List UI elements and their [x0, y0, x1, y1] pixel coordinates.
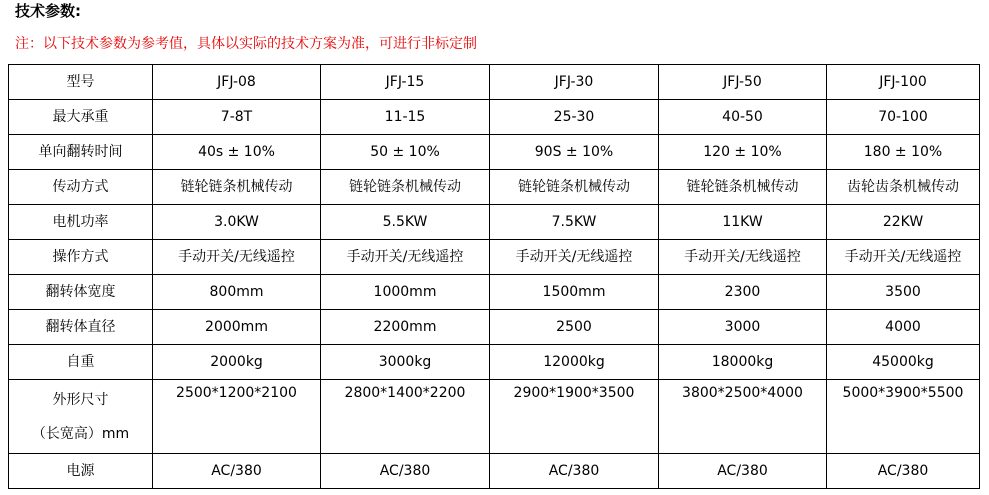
table-cell: AC/380	[490, 454, 659, 489]
row-label: 传动方式	[9, 170, 153, 205]
table-cell: 1000mm	[321, 275, 490, 310]
row-label: 电机功率	[9, 205, 153, 240]
table-cell: 7.5KW	[490, 205, 659, 240]
row-label	[9, 380, 153, 454]
table-cell: JFJ-50	[659, 65, 827, 100]
table-cell: 链轮链条机械传动	[153, 170, 321, 205]
table-cell: 5.5KW	[321, 205, 490, 240]
row-label: 操作方式	[9, 240, 153, 275]
table-cell: 1500mm	[490, 275, 659, 310]
row-transmission	[9, 170, 980, 205]
table-cell: 4000	[827, 310, 980, 345]
table-cell: 2000kg	[153, 345, 321, 380]
table-cell: 7-8T	[153, 100, 321, 135]
table-cell: JFJ-08	[153, 65, 321, 100]
table-cell: AC/380	[659, 454, 827, 489]
row-label: 电源	[9, 454, 153, 489]
table-cell: 3500	[827, 275, 980, 310]
table-cell: 45000kg	[827, 345, 980, 380]
table-cell: 90S ± 10%	[490, 135, 659, 170]
table-cell: 11-15	[321, 100, 490, 135]
table-cell: 2800*1400*2200	[321, 380, 490, 454]
table-cell: 3000kg	[321, 345, 490, 380]
table-cell: 齿轮齿条机械传动	[827, 170, 980, 205]
table-cell: 120 ± 10%	[659, 135, 827, 170]
disclaimer-note: 注：以下技术参数为参考值，具体以实际的技术方案为准，可进行非标定制	[15, 36, 477, 52]
table-cell: 2000mm	[153, 310, 321, 345]
row-flip-width	[9, 275, 980, 310]
table-cell: 2500	[490, 310, 659, 345]
table-cell: 手动开关/无线遥控	[490, 240, 659, 275]
table-cell: 2900*1900*3500	[490, 380, 659, 454]
table-cell: 3.0KW	[153, 205, 321, 240]
row-label: 自重	[9, 345, 153, 380]
table-cell: 18000kg	[659, 345, 827, 380]
table-cell: 180 ± 10%	[827, 135, 980, 170]
table-cell: 70-100	[827, 100, 980, 135]
table-cell: 2200mm	[321, 310, 490, 345]
table-cell: AC/380	[321, 454, 490, 489]
table-cell: 22KW	[827, 205, 980, 240]
row-flip-diameter	[9, 310, 980, 345]
table-cell: 25-30	[490, 100, 659, 135]
row-max-load	[9, 100, 980, 135]
table-cell: 手动开关/无线遥控	[153, 240, 321, 275]
table-cell: 链轮链条机械传动	[321, 170, 490, 205]
row-dimensions	[9, 380, 980, 454]
table-cell: 手动开关/无线遥控	[827, 240, 980, 275]
section-heading: 技术参数:	[15, 2, 81, 20]
table-cell: JFJ-100	[827, 65, 980, 100]
table-cell: 2300	[659, 275, 827, 310]
row-label: 单向翻转时间	[9, 135, 153, 170]
row-label: 最大承重	[9, 100, 153, 135]
row-label-line: （长宽高）mm	[31, 425, 130, 442]
table-cell: 12000kg	[490, 345, 659, 380]
row-operation	[9, 240, 980, 275]
row-flip-time	[9, 135, 980, 170]
table-cell: JFJ-30	[490, 65, 659, 100]
table-cell: 手动开关/无线遥控	[321, 240, 490, 275]
row-label: 翻转体宽度	[9, 275, 153, 310]
row-self-weight	[9, 345, 980, 380]
spec-table	[8, 64, 980, 489]
table-cell: AC/380	[827, 454, 980, 489]
table-cell: 链轮链条机械传动	[659, 170, 827, 205]
row-label: 翻转体直径	[9, 310, 153, 345]
table-cell: 40-50	[659, 100, 827, 135]
table-cell: 40s ± 10%	[153, 135, 321, 170]
row-motor-power	[9, 205, 980, 240]
row-power-supply	[9, 454, 980, 489]
table-cell: 800mm	[153, 275, 321, 310]
row-label-line: 外形尺寸	[52, 391, 109, 408]
table-cell: 50 ± 10%	[321, 135, 490, 170]
table-cell: 手动开关/无线遥控	[659, 240, 827, 275]
table-cell: AC/380	[153, 454, 321, 489]
row-model	[9, 65, 980, 100]
table-cell: 3800*2500*4000	[659, 380, 827, 454]
table-cell: 2500*1200*2100	[153, 380, 321, 454]
table-cell: 3000	[659, 310, 827, 345]
table-cell: 11KW	[659, 205, 827, 240]
table-cell: 链轮链条机械传动	[490, 170, 659, 205]
table-cell: 5000*3900*5500	[827, 380, 980, 454]
row-label: 型号	[9, 65, 153, 100]
table-cell: JFJ-15	[321, 65, 490, 100]
